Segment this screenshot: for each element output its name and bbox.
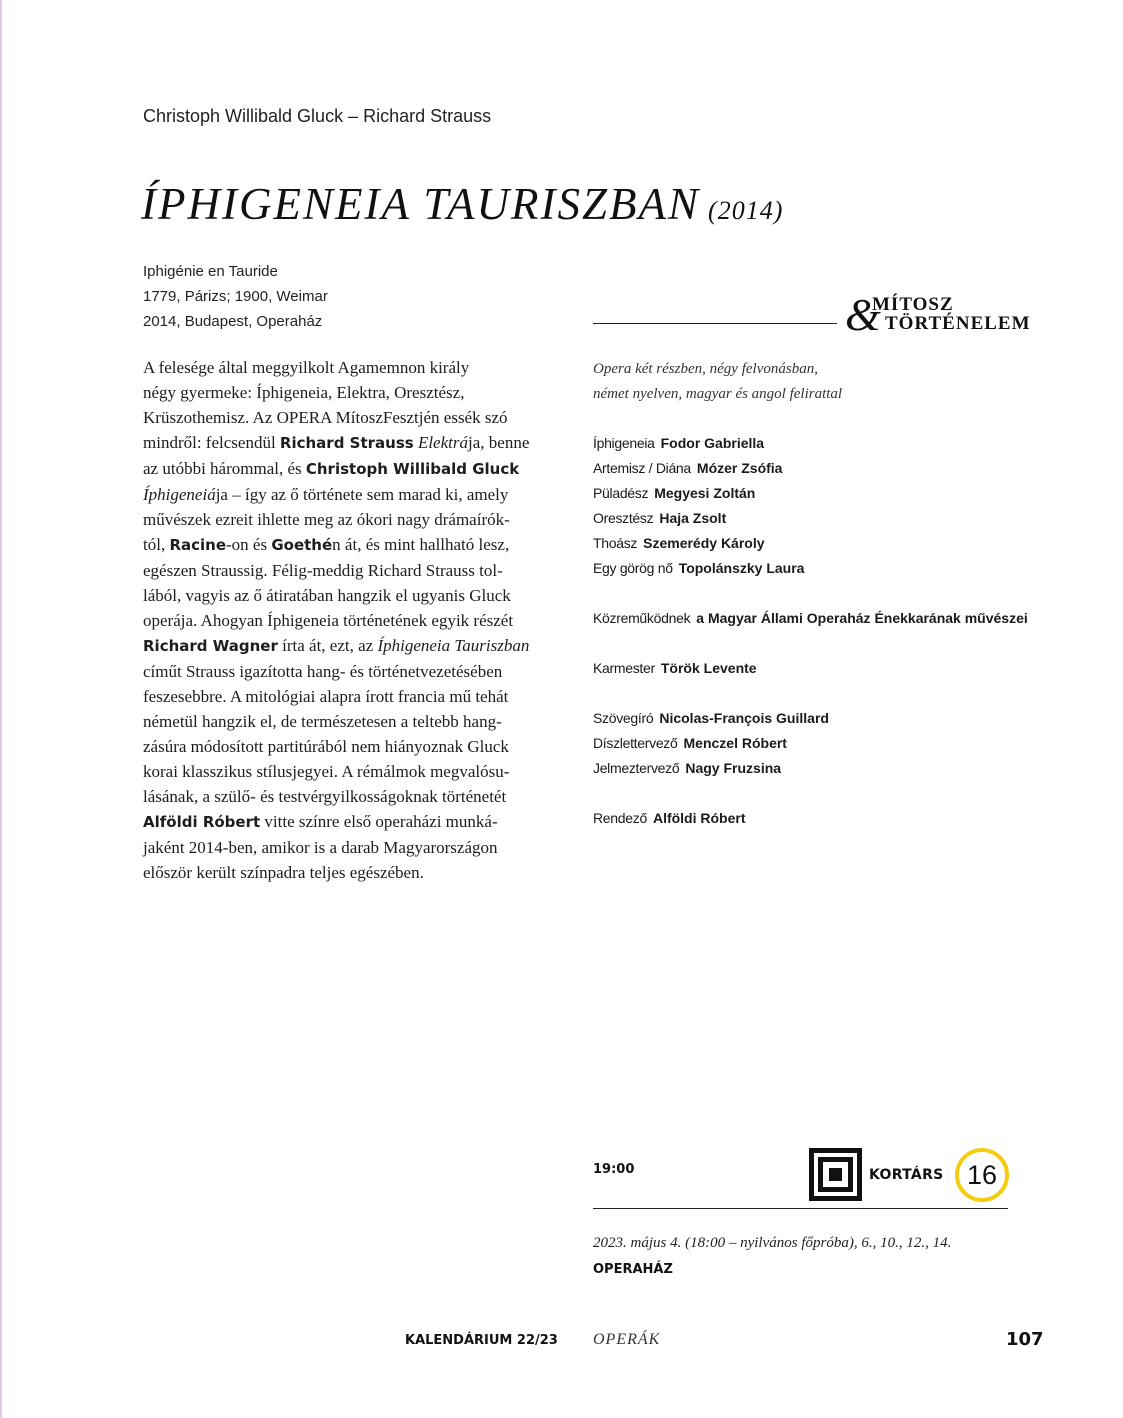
credit-role: Rendező — [593, 810, 647, 826]
text-run: n át, és mint hallható lesz, — [332, 535, 510, 554]
conductor-row — [593, 656, 1028, 681]
cast-name: Mózer Zsófia — [696, 460, 783, 476]
creator-row — [593, 731, 1028, 756]
mitosz-tortenelem-logo — [845, 290, 1045, 340]
original-title: Iphigénie en Tauride — [143, 263, 278, 280]
synopsis-line: zásúra módosított partitúrából nem hiányoznak Gluck — [143, 737, 509, 756]
cast-role: Íphigeneia — [593, 435, 655, 451]
cast-role: Püladész — [593, 485, 649, 501]
page-title — [141, 178, 783, 230]
performance-time: 19:00 — [593, 1162, 635, 1177]
cast-name: Fodor Gabriella — [660, 435, 765, 451]
synopsis-line: Krüszothemisz. Az OPERA MítoszFesztjén essék szó — [143, 408, 508, 427]
work-italic: Íphigeneiá — [143, 485, 216, 504]
cast-role: Egy görög nő — [593, 560, 673, 576]
text-run: mindről: felcsendül — [143, 433, 280, 452]
synopsis-line: A felesége által meggyilkolt Agamemnon király — [143, 358, 470, 377]
name-bold: Richard Wagner — [143, 637, 278, 655]
credit-name: a Magyar Állami Operaház Énekkarának művészei — [696, 610, 1028, 626]
spacer — [593, 681, 1028, 706]
credit-role: Közreműködnek — [593, 610, 691, 626]
cast-row — [593, 431, 1028, 456]
work-italic: Elektrá — [417, 433, 468, 452]
spacer — [593, 781, 1028, 806]
synopsis-line — [143, 430, 543, 456]
premieres: 1779, Párizs; 1900, Weimar — [143, 288, 328, 305]
text-run: az utóbbi hárommal, és — [143, 459, 306, 478]
synopsis-line — [143, 532, 543, 558]
name-bold: Alföldi Róbert — [143, 813, 261, 831]
credit-name: Török Levente — [660, 660, 757, 676]
text-run: vitte színre első operaházi munká- — [260, 812, 498, 831]
credit-name: Menczel Róbert — [683, 735, 787, 751]
venue: OPERAHÁZ — [593, 1262, 673, 1277]
chorus-row — [593, 606, 1028, 631]
age-rating-badge: 16 — [955, 1148, 1009, 1202]
performance-dates: 2023. május 4. (18:00 – nyilvános főpróba), 6., 10., 12., 14. — [593, 1235, 952, 1251]
name-bold: Christoph Willibald Gluck — [305, 460, 520, 478]
page-edge-marker — [0, 0, 2, 1418]
synopsis — [143, 355, 543, 885]
director-row — [593, 806, 1028, 831]
synopsis-line: először került színpadra teljes egészében. — [143, 863, 424, 882]
synopsis-line: operája. Ahogyan Íphigeneia történetének egyik részét — [143, 611, 514, 630]
credit-role: Díszlettervező — [593, 735, 678, 751]
logo-word-mitosz: MÍTOSZ — [872, 294, 954, 315]
credit-role: Jelmeztervező — [593, 760, 680, 776]
name-bold: Racine — [169, 536, 227, 554]
cast-role: Oresztész — [593, 510, 654, 526]
spacer — [593, 581, 1028, 606]
synopsis-line: címűt Strauss igazította hang- és történetvezetésében — [143, 662, 503, 681]
synopsis-line: művészek ezreit ihlette meg az ókori nagy drámaírók- — [143, 510, 510, 529]
cast-name: Haja Zsolt — [659, 510, 727, 526]
work-italic: Íphigeneia Tauriszban — [377, 636, 530, 655]
creator-row — [593, 706, 1028, 731]
title-text: ÍPHIGENEIA TAURISZBAN — [141, 179, 701, 229]
footer-calendar: KALENDÁRIUM 22/23 — [405, 1333, 558, 1348]
schedule-rule — [593, 1208, 1008, 1209]
synopsis-line: feszesebbre. A mitológiai alapra írott francia mű tehát — [143, 687, 509, 706]
cast-role: Thoász — [593, 535, 638, 551]
synopsis-line: németül hangzik el, de természetesen a teltebb hang- — [143, 712, 502, 731]
synopsis-line — [143, 633, 543, 659]
synopsis-line: egészen Straussig. Félig-meddig Richard Strauss tol- — [143, 561, 503, 580]
footer-section: OPERÁK — [593, 1331, 661, 1348]
synopsis-line: lából, vagyis az ő átiratában hangzik el ugyanis Gluck — [143, 586, 511, 605]
cast-row — [593, 506, 1028, 531]
name-bold: Goethé — [271, 536, 333, 554]
text-run: -on és — [226, 535, 272, 554]
cast-name: Megyesi Zoltán — [654, 485, 756, 501]
title-year: (2014) — [708, 196, 784, 225]
text-run: tól, — [143, 535, 170, 554]
cast-role: Artemisz / Diána — [593, 460, 691, 476]
cast-row — [593, 556, 1028, 581]
credit-role: Szövegíró — [593, 710, 654, 726]
logo-ampersand: & — [845, 289, 881, 340]
description-line: Opera két részben, négy felvonásban, — [593, 361, 818, 377]
category-label: KORTÁRS — [869, 1167, 944, 1183]
cast-row — [593, 481, 1028, 506]
production-meta — [143, 259, 328, 334]
production-description — [593, 357, 842, 407]
composers: Christoph Willibald Gluck – Richard Strauss — [143, 106, 492, 126]
synopsis-line: korai klasszikus stílusjegyei. A rémálmok megvalósu- — [143, 762, 510, 781]
synopsis-line: jaként 2014-ben, amikor is a darab Magyarországon — [143, 838, 498, 857]
cast-name: Szemerédy Károly — [643, 535, 765, 551]
credit-name: Nicolas-François Guillard — [659, 710, 829, 726]
text-run: írta át, ezt, az — [277, 636, 378, 655]
cast-list — [593, 431, 1028, 831]
synopsis-line — [143, 456, 543, 482]
page-number: 107 — [1006, 1329, 1044, 1350]
spacer — [593, 631, 1028, 656]
text-run: ja, benne — [468, 433, 530, 452]
synopsis-line — [143, 809, 543, 835]
local-premiere: 2014, Budapest, Operaház — [143, 313, 323, 330]
kortars-square-icon — [809, 1148, 862, 1201]
description-line: német nyelven, magyar és angol felirattal — [593, 386, 843, 402]
credit-name: Alföldi Róbert — [652, 810, 746, 826]
cast-name: Topolánszky Laura — [678, 560, 805, 576]
credit-role: Karmester — [593, 660, 655, 676]
cast-row — [593, 531, 1028, 556]
synopsis-line: lásának, a szülő- és testvérgyilkosságoknak történetét — [143, 787, 507, 806]
cast-row — [593, 456, 1028, 481]
synopsis-line — [143, 482, 543, 507]
name-bold: Richard Strauss — [279, 434, 414, 452]
creator-row — [593, 756, 1028, 781]
credit-name: Nagy Fruzsina — [685, 760, 782, 776]
logo-word-tortenelem: TÖRTÉNELEM — [885, 313, 1031, 334]
text-run: ja – így az ő története sem marad ki, amely — [215, 485, 509, 504]
synopsis-line: négy gyermeke: Íphigeneia, Elektra, Oresztész, — [143, 383, 465, 402]
header-rule — [593, 323, 837, 324]
